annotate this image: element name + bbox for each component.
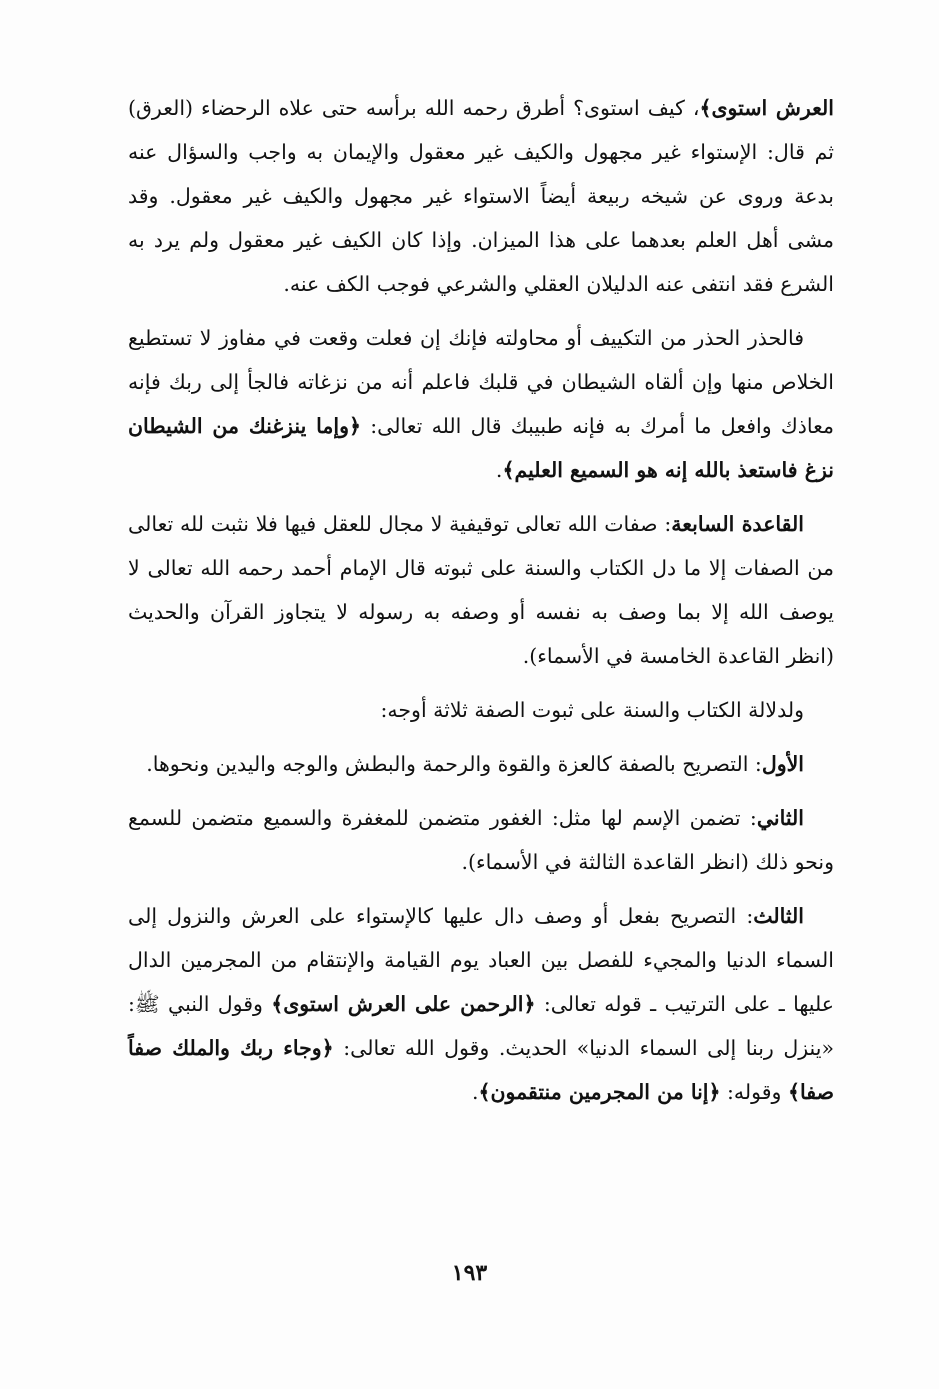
point-heading: الثاني [756, 806, 804, 830]
point-heading: الأول [761, 752, 804, 776]
point-heading: الثالث [753, 904, 804, 928]
text-span: : صفات الله تعالى توقيفية لا مجال للعقل فيها فلا نثبت لله تعالى من الصفات إلا ما دل الكتاب والسنة على ثبوته قال الإمام أحمد رحمه الله تعالى لا يوصف الله إلا بما وصف به نفسه أو وصفه به رسوله لا يتجاوز القرآن والحديث (انظر القاعدة الخامسة في الأسماء). [128, 512, 834, 668]
text-span: : التصريح بفعل أو وصف دال عليها كالإستواء على العرش والنزول إلى السماء الدنيا والمجيء للفصل بين العباد يوم القيامة والإنتقام من المجرمين الدال عليها ـ على الترتيب ـ قوله تعالى: [128, 904, 834, 1016]
page-number: ١٩٣ [451, 1260, 488, 1286]
text-span: . [471, 1080, 479, 1104]
quran-verse: ﴿إنا من المجرمين منتقمون﴾ [478, 1080, 721, 1104]
paragraph-three-ways [128, 688, 834, 732]
paragraph-rule-seven [128, 502, 834, 678]
quran-verse: ﴿وجاء ربك والملك صفاً صفا﴾ [128, 1036, 834, 1104]
rule-heading: القاعدة السابعة [671, 512, 804, 536]
paragraph-warning-takyif [128, 316, 834, 492]
paragraph-first-way [128, 742, 834, 786]
quran-verse: ﴿وإما ينزغنك من الشيطان نزغ فاستعذ بالله إنه هو السميع العليم﴾ [128, 414, 834, 482]
text-span: وقوله: [720, 1080, 788, 1104]
paragraph-istiwa-answer [128, 86, 834, 306]
paragraph-second-way [128, 796, 834, 884]
text-span: ولدلالة الكتاب والسنة على ثبوت الصفة ثلاثة أوجه: [380, 698, 804, 722]
text-span: : تضمن الإسم لها مثل: الغفور متضمن للمغفرة والسميع متضمن للسمع ونحو ذلك (انظر القاعدة الثالثة في الأسماء). [128, 806, 834, 874]
text-span: وقول النبي ﷺ: «ينزل ربنا إلى السماء الدنيا» الحديث. وقول الله تعالى: [128, 992, 834, 1060]
quran-verse: ﴿الرحمن على العرش استوى﴾ [271, 992, 536, 1016]
text-span: ، كيف استوى؟ أطرق رحمه الله برأسه حتى علاه الرحضاء (العرق) ثم قال: الإستواء غير مجهول والكيف غير معقول والإيمان به واجب والسؤال عنه بدعة وروى عن شيخه ربيعة أيضاً الاستواء غير مجهول والكيف غير معقول. وقد مشى أهل العلم بعدهما على هذا الميزان. وإذا كان الكيف غير معقول ولم يرد به الشرع فقد انتفى عنه الدليلان العقلي والشرعي فوجب الكف عنه. [128, 96, 834, 296]
text-span: العرش استوى﴾ [699, 96, 835, 120]
text-span: : التصريح بالصفة كالعزة والقوة والرحمة والبطش والوجه واليدين ونحوها. [146, 752, 762, 776]
paragraph-third-way [128, 894, 834, 1114]
body-text [128, 86, 834, 1114]
text-span: . [495, 458, 503, 482]
text-span: فالحذر الحذر من التكييف أو محاولته فإنك إن فعلت وقعت في مفاوز لا تستطيع الخلاص منها وإن ألقاه الشيطان في قلبك فاعلم أنه من نزغاته فالجأ إلى ربك فإنه معاذك وافعل ما أمرك به فإنه طبيبك قال الله تعالى: [128, 326, 835, 438]
